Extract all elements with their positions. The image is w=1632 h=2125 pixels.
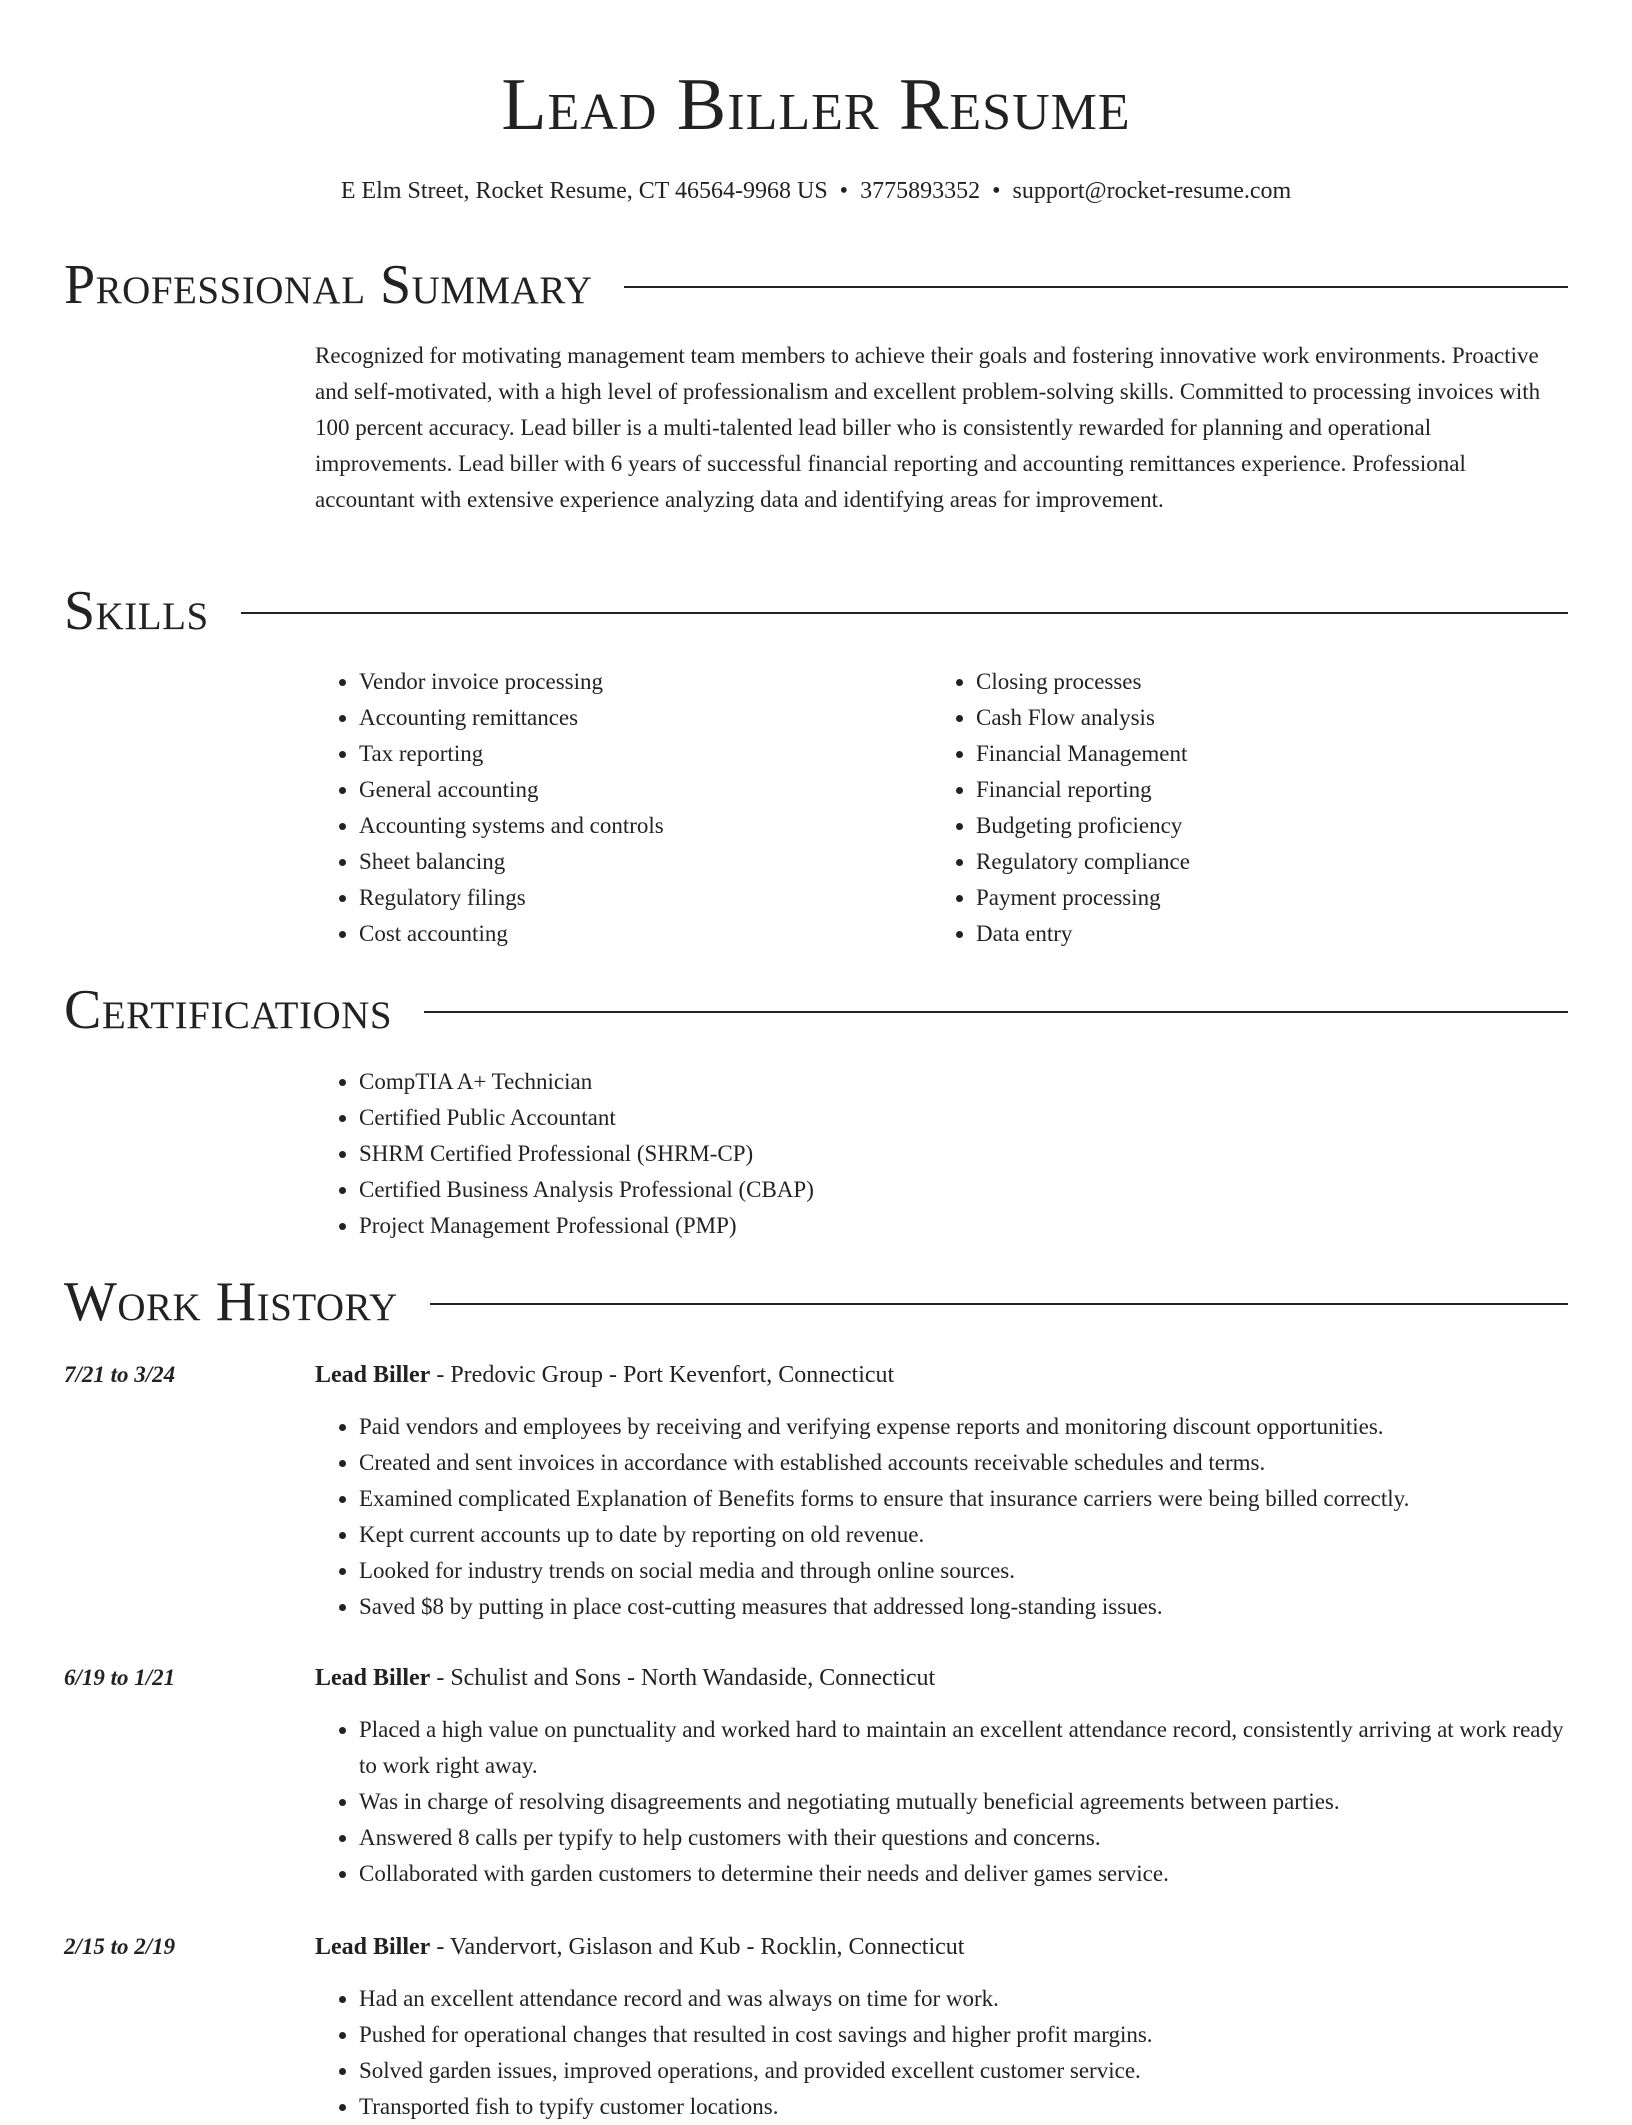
skill-item: • Financial Management [976,736,1549,772]
skill-item: • Tax reporting [359,736,932,772]
skills-list-left [315,664,932,952]
certification-item: • Project Management Professional (PMP) [359,1208,1568,1244]
job-details: - Predovic Group - Port Kevenfort, Connecticut [430,1362,895,1388]
summary-text: Recognized for motivating management team members to achieve their goals and fostering innovative work environments. Proactive and self-motivated, with a high level of professionalism and excellent problem-solving skills. Committed to processing invoices with 100 percent accuracy. Lead biller is a multi-talented lead biller who is consistently rewarded for planning and operational improvements. Lead biller with 6 years of successful financial reporting and accounting remittances experience. Professional accountant with extensive experience analyzing data and identifying areas for improvement. [315,343,1541,512]
certifications-content [315,1064,1568,1244]
summary-heading: Professional Summary [64,254,593,316]
skill-item: • Data entry [976,916,1549,952]
certifications-list [315,1064,1568,1244]
duty-item: • Saved $8 by putting in place cost-cutting measures that addressed long-standing issues. [359,1589,1568,1625]
work-heading: Work History [64,1271,398,1333]
job-title: Lead Biller [315,1934,431,1960]
section-divider [624,286,1568,288]
duty-item: • Solved garden issues, improved operations, and provided excellent customer service. [359,2053,1568,2089]
job-duties-list [315,1981,1568,2125]
section-divider [430,1303,1568,1305]
duty-item: • Transported fish to typify customer locations. [359,2089,1568,2125]
job-duties [315,1712,1568,1892]
duty-item: • Collaborated with garden customers to determine their needs and deliver games service. [359,1856,1568,1892]
section-divider [424,1011,1568,1013]
certification-item: • SHRM Certified Professional (SHRM-CP) [359,1136,1568,1172]
resume-title: Lead Biller Resume [501,64,1131,146]
phone-text: 3775893352 [860,178,981,204]
duty-item: • Was in charge of resolving disagreements and negotiating mutually beneficial agreements between parties. [359,1784,1568,1820]
duty-item: • Answered 8 calls per typify to help customers with their questions and concerns. [359,1820,1568,1856]
skills-section-header [64,576,1568,646]
duty-item: • Looked for industry trends on social media and through online sources. [359,1553,1568,1589]
separator-dot: • [992,178,1001,204]
duty-item: • Paid vendors and employees by receiving and verifying expense reports and monitoring discount opportunities. [359,1409,1568,1445]
section-divider [241,612,1568,614]
job-dates: 7/21 to 3/24 [64,1362,176,1387]
job-dates: 6/19 to 1/21 [64,1665,176,1690]
skill-item: • Accounting systems and controls [359,808,932,844]
job-title: Lead Biller [315,1665,431,1691]
job-details: - Schulist and Sons - North Wandaside, Connecticut [430,1665,936,1691]
address-text: E Elm Street, Rocket Resume, CT 46564-9968 US [340,178,828,204]
contact-line [64,176,1568,206]
certification-item: • Certified Public Accountant [359,1100,1568,1136]
skills-content [315,664,1568,952]
skills-list-right [932,664,1549,952]
skill-item: • Sheet balancing [359,844,932,880]
job-header [315,1357,894,1393]
job-duties [315,1981,1568,2125]
duty-item: • Placed a high value on punctuality and worked hard to maintain an excellent attendance record, consistently arriving at work ready to work right away. [359,1712,1568,1784]
skill-item: • General accounting [359,772,932,808]
work-section-header [64,1267,1568,1337]
skill-item: • Payment processing [976,880,1549,916]
skill-item: • Financial reporting [976,772,1549,808]
skills-columns [315,664,1568,952]
skill-item: • Vendor invoice processing [359,664,932,700]
skill-item: • Cash Flow analysis [976,700,1549,736]
duty-item: • Pushed for operational changes that resulted in cost savings and higher profit margins. [359,2017,1568,2053]
job-duties [315,1409,1568,1625]
certifications-section-header [64,975,1568,1045]
job-title: Lead Biller [315,1362,431,1388]
certifications-heading: Certifications [64,979,393,1041]
skill-item: • Closing processes [976,664,1549,700]
skill-item: • Budgeting proficiency [976,808,1549,844]
job-details: - Vandervort, Gislason and Kub - Rocklin, Connecticut [430,1934,965,1960]
duty-item: • Kept current accounts up to date by reporting on old revenue. [359,1517,1568,1553]
skills-column-left [315,664,932,952]
skill-item: • Regulatory filings [359,880,932,916]
skill-item: • Cost accounting [359,916,932,952]
duty-item: • Created and sent invoices in accordance with established accounts receivable schedules and terms. [359,1445,1568,1481]
job-header [315,1929,964,1965]
skill-item: • Accounting remittances [359,700,932,736]
skill-item: • Regulatory compliance [976,844,1549,880]
certification-item: • CompTIA A+ Technician [359,1064,1568,1100]
separator-dot: • [839,178,849,204]
summary-content [315,338,1568,518]
job-duties-list [315,1409,1568,1625]
job-dates: 2/15 to 2/19 [64,1934,176,1959]
job-duties-list [315,1712,1568,1892]
email-text: support@rocket-resume.com [1012,178,1292,204]
skills-heading: Skills [64,580,209,642]
duty-item: • Had an excellent attendance record and was always on time for work. [359,1981,1568,2017]
duty-item: • Examined complicated Explanation of Benefits forms to ensure that insurance carriers were being billed correctly. [359,1481,1568,1517]
job-header [315,1660,935,1696]
skills-column-right [932,664,1549,952]
summary-section-header [64,250,1568,320]
certification-item: • Certified Business Analysis Professional (CBAP) [359,1172,1568,1208]
